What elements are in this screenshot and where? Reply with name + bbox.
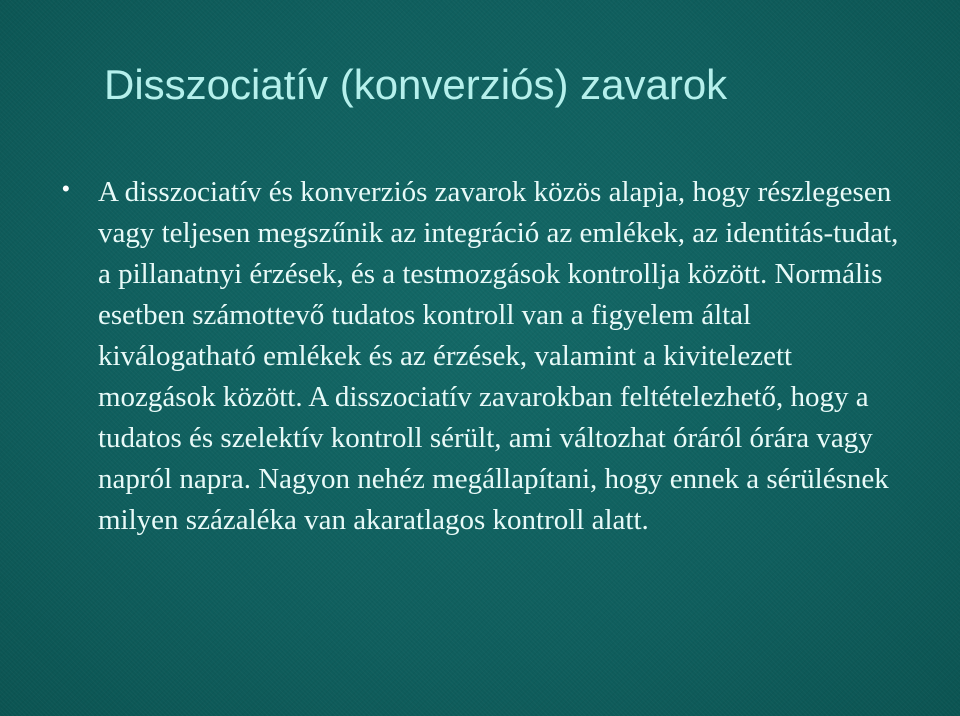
bullet-dot-icon: •	[62, 176, 70, 201]
slide-title: Disszociatív (konverziós) zavarok	[104, 61, 728, 108]
bullet-item	[62, 172, 912, 541]
bullet-text: A disszociatív és konverziós zavarok közös alapja, hogy részlegesen vagy teljesen megszűnik az integráció az emlékek, az identitás-tudat, a pillanatnyi érzések, és a testmozgások kontrollja között. Normális esetben számottevő tudatos kontroll van a figyelem által kiválogatható emlékek és az érzések, valamint a kivitelezett mozgások között. A disszociatív zavarokban feltételezhető, hogy a tudatos és szelektív kontroll sérült, ami változhat óráról órára vagy napról napra. Nagyon nehéz megállapítani, hogy ennek a sérülésnek milyen százaléka van akaratlagos kontroll alatt.	[98, 176, 899, 536]
bullet-list	[62, 172, 912, 541]
